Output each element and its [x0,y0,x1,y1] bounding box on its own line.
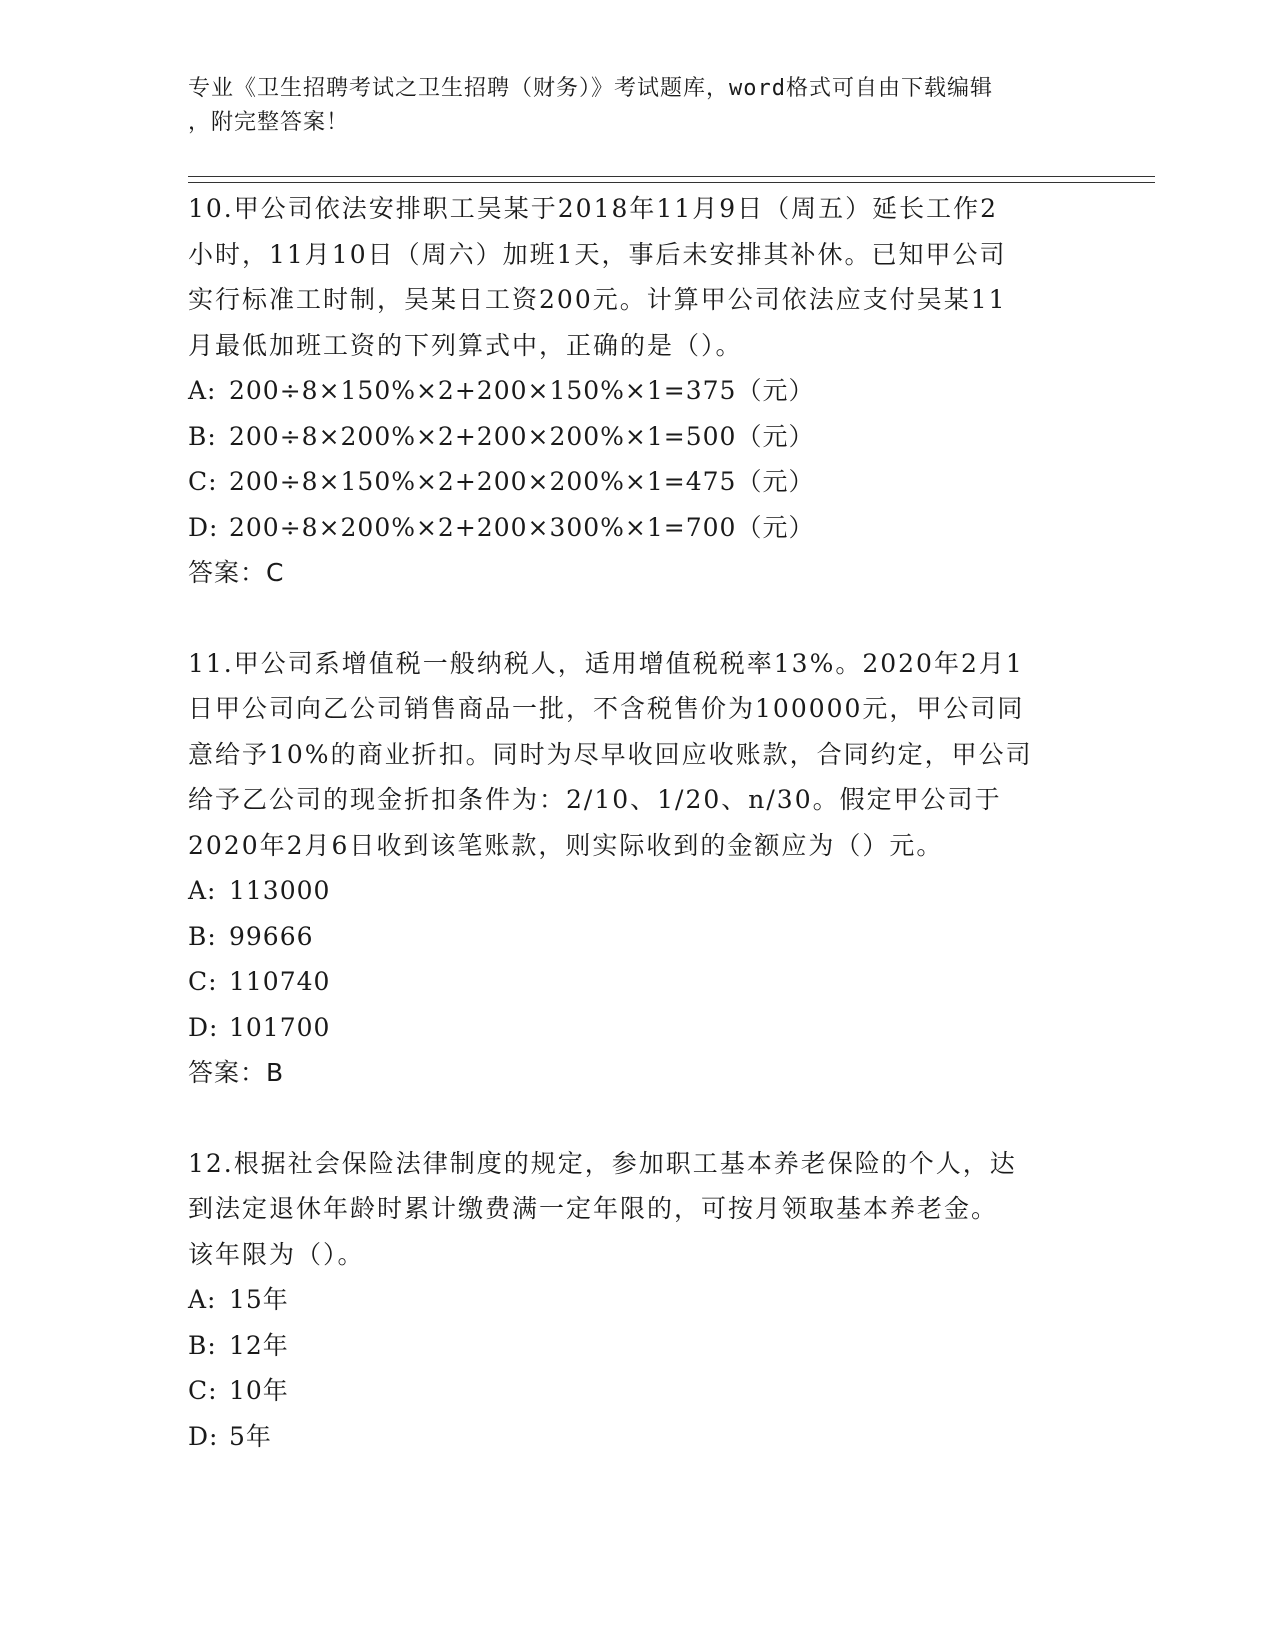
option-a [188,368,1088,414]
question-11 [188,641,1088,1096]
header-divider-bottom [188,182,1155,183]
option-c [188,459,1088,505]
option-c [188,1368,1088,1414]
answer-line: 答案：B [188,1058,285,1087]
option-text: 200÷8×150%×2+200×150%×1=375（元） [229,376,815,405]
option-text: 200÷8×200%×2+200×200%×1=500（元） [229,421,815,451]
option-d [188,1414,1088,1460]
question-stem-line: 该年限为（）。 [188,1239,365,1269]
question-stem-line: 2020年2月6日收到该笔账款，则实际收到的金额应为（）元。 [188,830,944,860]
question-stem-line: 11.甲公司系增值税一般纳税人，适用增值税税率13%。2020年2月1 [188,648,1024,678]
option-key: B: [188,921,217,951]
option-b [188,414,1088,460]
option-a [188,868,1088,914]
option-key: B: [188,1330,217,1360]
option-key: D: [188,512,219,542]
option-key: A: [188,1285,217,1314]
question-stem-line: 月最低加班工资的下列算式中，正确的是（）。 [188,330,743,360]
option-key: C: [188,467,218,496]
option-key: A: [188,376,217,405]
question-spacer [188,1096,1088,1141]
option-b [188,914,1088,960]
option-c [188,959,1088,1005]
question-spacer [188,596,1088,641]
question-stem-line: 10.甲公司依法安排职工吴某于2018年11月9日（周五）延长工作2 [188,194,999,223]
header-divider-top [188,176,1155,177]
question-stem-line: 到法定退休年龄时累计缴费满一定年限的，可按月领取基本养老金。 [188,1194,999,1223]
question-stem-line: 意给予10%的商业折扣。同时为尽早收回应收账款，合同约定，甲公司 [188,739,1033,769]
option-b [188,1323,1088,1369]
answer-line: 答案：C [188,558,285,587]
option-text: 113000 [229,876,331,905]
question-stem-line: 小时，11月10日（周六）加班1天，事后未安排其补休。已知甲公司 [188,239,1007,269]
option-text: 110740 [229,967,331,996]
option-text: 10年 [229,1376,289,1405]
option-text: 200÷8×150%×2+200×200%×1=475（元） [229,467,815,496]
question-stem-line: 12.根据社会保险法律制度的规定，参加职工基本养老保险的个人，达 [188,1148,1017,1178]
option-text: 200÷8×200%×2+200×300%×1=700（元） [229,512,815,542]
document-header [188,72,1088,140]
option-text: 99666 [229,921,314,951]
option-key: B: [188,421,217,451]
question-stem-line: 日甲公司向乙公司销售商品一批，不含税售价为100000元，甲公司同 [188,694,1025,723]
option-a [188,1277,1088,1323]
option-text: 12年 [229,1330,289,1360]
option-text: 5年 [229,1421,272,1451]
option-key: C: [188,967,218,996]
question-10 [188,186,1088,596]
option-key: A: [188,876,217,905]
option-text: 101700 [229,1012,331,1042]
option-text: 15年 [229,1285,289,1314]
question-stem-line: 实行标准工时制，吴某日工资200元。计算甲公司依法应支付吴某11 [188,285,1007,314]
question-stem-line: 给予乙公司的现金折扣条件为：2/10、1/20、n/30。假定甲公司于 [188,785,1002,814]
question-12 [188,1141,1088,1460]
option-d [188,505,1088,551]
question-list [188,186,1088,1459]
header-line-1: 专业《卫生招聘考试之卫生招聘（财务）》考试题库，word格式可自由下载编辑 [188,76,993,101]
option-key: D: [188,1012,219,1042]
option-key: C: [188,1376,218,1405]
option-key: D: [188,1421,219,1451]
header-line-2: ，附完整答案！ [188,110,350,135]
option-d [188,1005,1088,1051]
